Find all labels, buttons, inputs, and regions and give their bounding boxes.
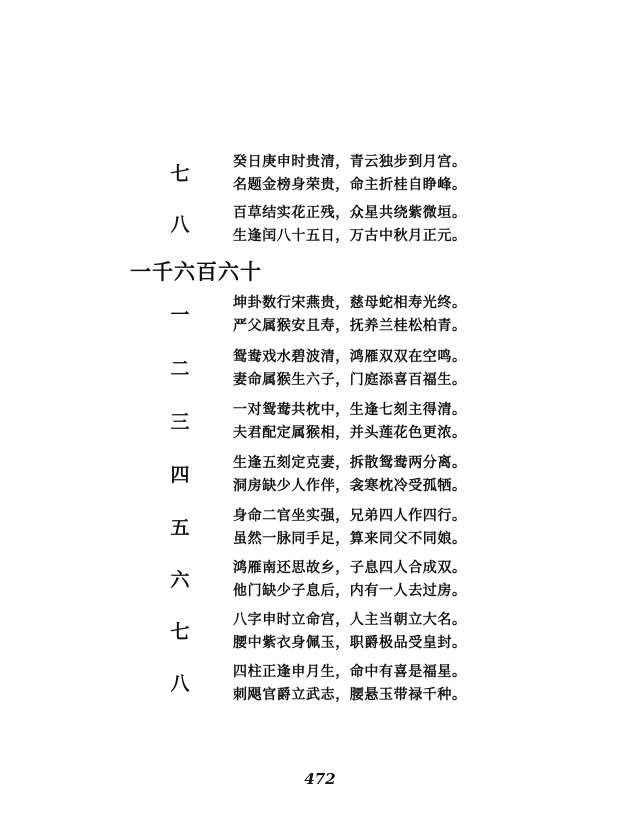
verse-entry <box>0 291 640 339</box>
verse-line: 生逢闰八十五日，万古中秋月正元。 <box>233 228 467 244</box>
entry-number: 六 <box>170 569 190 591</box>
verse-line: 名题金榜身荣贵，命主折桂自睁峰。 <box>233 177 467 193</box>
verse-entry <box>0 398 640 446</box>
verse-line: 坤卦数行宋燕贵，慈母蛇相寿光终。 <box>233 295 467 311</box>
verse-line: 八字申时立命宫，人主当朝立大名。 <box>233 612 467 628</box>
entry-number: 四 <box>170 464 190 486</box>
entry-number: 三 <box>170 411 190 433</box>
verse-entry <box>0 608 640 656</box>
verse-line: 妻命属猴生六子，门庭添喜百福生。 <box>233 372 467 388</box>
entry-number: 七 <box>170 163 190 185</box>
verse-line: 腰中紫衣身佩玉，职爵极品受皇封。 <box>233 635 467 651</box>
verse-line: 四柱正逢申月生，命中有喜是福星。 <box>233 664 467 680</box>
verse-entry <box>0 556 640 604</box>
verse-line: 刺飓官爵立武志，腰悬玉带禄千种。 <box>233 687 467 703</box>
verse-entry <box>0 201 640 249</box>
verse-line: 百草结实花正残，众星共绕紫微垣。 <box>233 205 467 221</box>
entry-number: 八 <box>170 673 190 695</box>
verse-line: 鸿雁南还思故乡，子息四人合成双。 <box>233 560 467 576</box>
verse-line: 鸳鸯戏水碧波清，鸿雁双双在空鸣。 <box>233 349 467 365</box>
verse-line: 严父属猴安且寿，抚养兰桂松柏青。 <box>233 318 467 334</box>
verse-entry <box>0 345 640 393</box>
verse-line: 虽然一脉同手足，算来同父不同娘。 <box>233 531 467 547</box>
entry-number: 二 <box>170 358 190 380</box>
verse-entry <box>0 660 640 708</box>
section-heading: 一千六百六十 <box>130 259 262 284</box>
verse-entry <box>0 150 640 198</box>
verse-line: 身命二官坐实强，兄弟四人作四行。 <box>233 508 467 524</box>
entry-number: 八 <box>170 214 190 236</box>
verse-line: 一对鸳鸯共枕中，生逢七刻主得清。 <box>233 402 467 418</box>
entry-number: 一 <box>170 304 190 326</box>
entry-number: 五 <box>170 517 190 539</box>
verse-line: 癸日庚申时贵清，青云独步到月宫。 <box>233 154 467 170</box>
verse-entry <box>0 451 640 499</box>
verse-line: 生逢五刻定克妻，拆散鸳鸯两分离。 <box>233 455 467 471</box>
verse-line: 夫君配定属猴相，并头莲花色更浓。 <box>233 425 467 441</box>
entry-number: 七 <box>170 621 190 643</box>
verse-line: 洞房缺少人作伴，衾寒枕冷受孤牺。 <box>233 478 467 494</box>
verse-line: 他门缺少子息后，内有一人去过房。 <box>233 583 467 599</box>
verse-entry <box>0 504 640 552</box>
page-number: 472 <box>304 770 336 788</box>
